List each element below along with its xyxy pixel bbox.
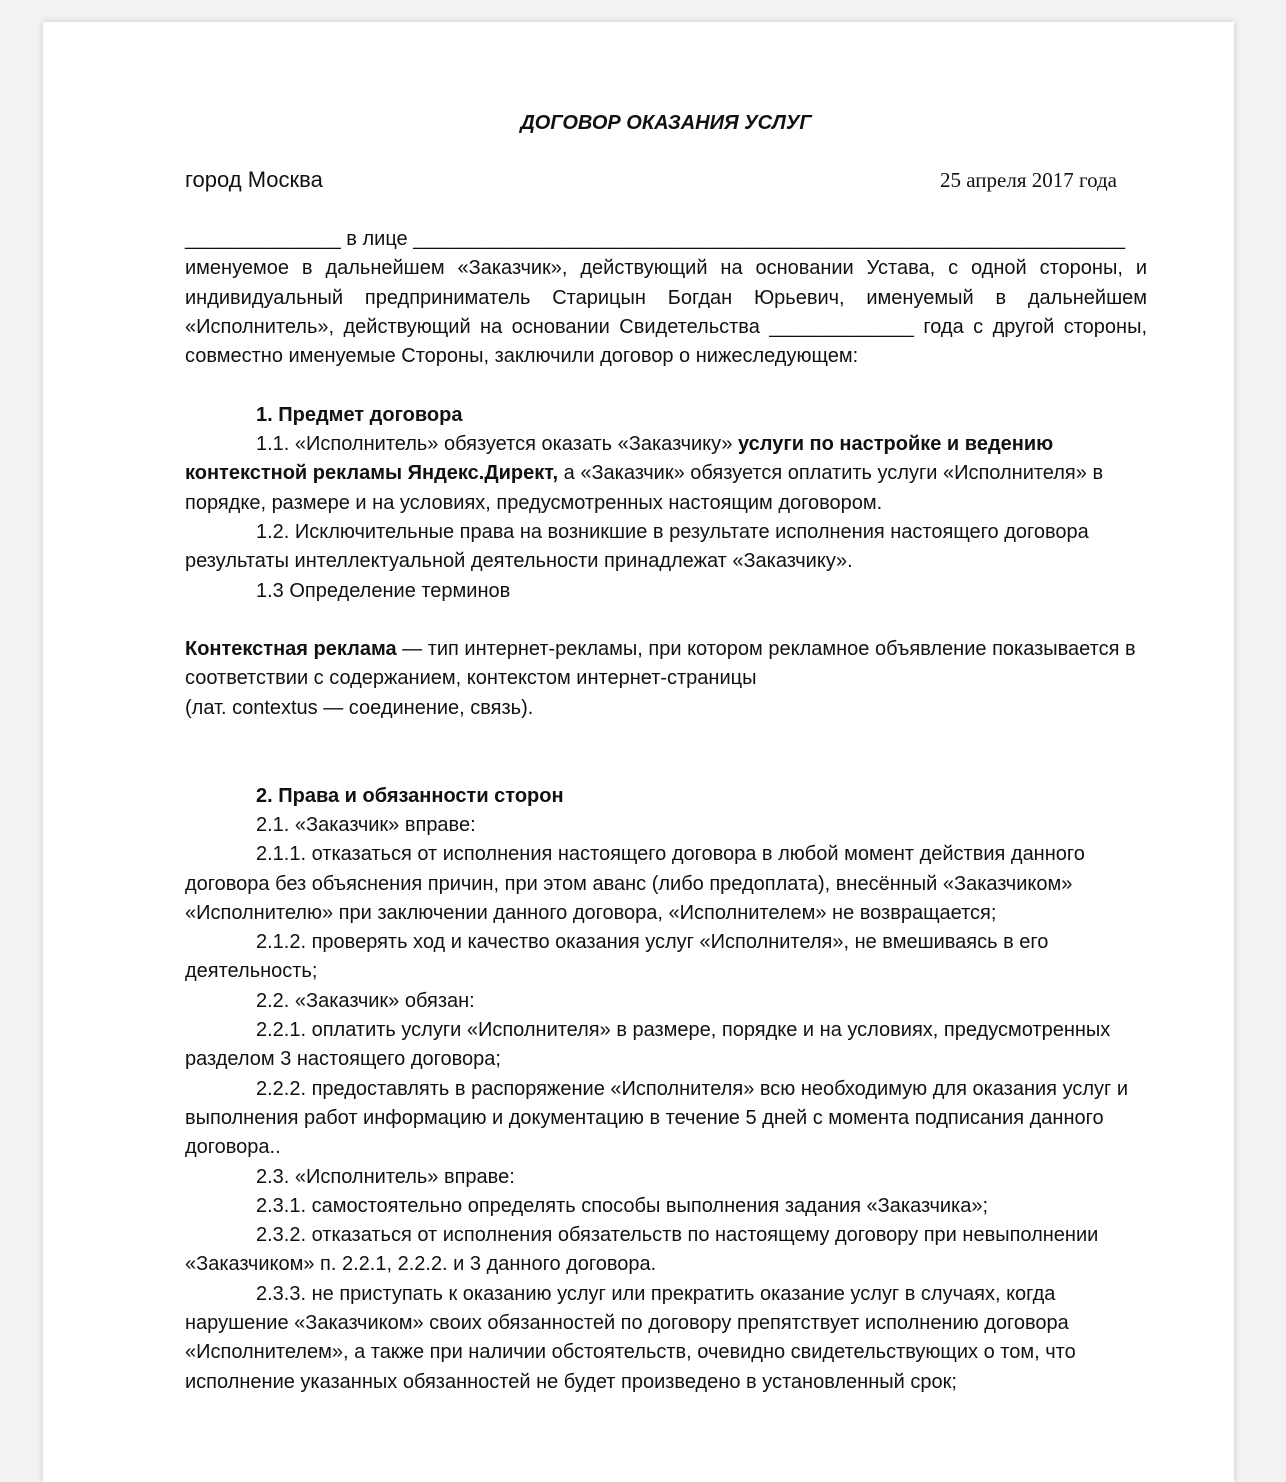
parties-paragraph: [185, 254, 1147, 371]
parties-in-person: в лице: [340, 228, 414, 250]
clause-2-3-2: 2.3.2. отказаться от исполнения обязательств по настоящему договору при невыполнении «Заказчиком» п. 2.2.1, 2.2.2. и 3 данного договора.: [185, 1224, 1099, 1276]
blank-field: ________________________________________________________________: [413, 228, 1126, 250]
definition-paragraph: [185, 635, 1147, 723]
spacer: [185, 371, 1147, 400]
document-body: [185, 225, 1147, 1397]
clause-2-1-1: 2.1.1. отказаться от исполнения настоящего договора в любой момент действия данного договора без объяснения причин, при этом аванс (либо предоплата), внесённый «Заказчиком» «Исполнителю» при заключении данного договора, «Исполнителем» не возвращается;: [185, 843, 1085, 924]
document-page: [43, 22, 1234, 1482]
clause-2-2-1: 2.2.1. оплатить услуги «Исполнителя» в размере, порядке и на условиях, предусмотренных разделом 3 настоящего договора;: [185, 1019, 1111, 1071]
blank-certificate: _____________: [769, 315, 914, 338]
clause-2-3-1: 2.3.1. самостоятельно определять способы выполнения задания «Заказчика»;: [256, 1194, 989, 1217]
spacer: [185, 606, 1147, 635]
spacer: [185, 723, 1147, 782]
section-1-heading: 1. Предмет договора: [256, 403, 463, 426]
document-title: ДОГОВОР ОКАЗАНИЯ УСЛУГ: [520, 112, 812, 134]
definition-text: — тип интернет-рекламы, при котором рекламное объявление показывается в соответствии с содержанием, контекстом интернет-страницы: [185, 638, 1136, 690]
clause-2-1: 2.1. «Заказчик» вправе:: [256, 813, 476, 836]
definition-term: Контекстная реклама: [185, 638, 397, 661]
clause-2-3: 2.3. «Исполнитель» вправе:: [256, 1165, 515, 1188]
clause-2-2-2: 2.2.2. предоставлять в распоряжение «Исполнителя» всю необходимую для оказания услуг и выполнения работ информацию и документацию в течение 5 дней с момента подписания данного договора..: [185, 1077, 1129, 1159]
contract-date: 25 апреля 2017 года: [940, 168, 1117, 192]
clause-1-2: 1.2. Исключительные права на возникшие в результате исполнения настоящего договора результаты интеллектуальной деятельности принадлежат «Заказчику».: [185, 520, 1089, 573]
clause-1-1: 1.1. «Исполнитель» обязуется оказать «Заказчику» услуги по настройке и ведению контекстной рекламы Яндекс.Директ, а «Заказчик» обязуется оплатить услуги «Исполнителя» в порядке, размере и на условиях, предусмотренных настоящим договором.: [185, 433, 1104, 514]
clause-2-3-3: 2.3.3. не приступать к оказанию услуг или прекратить оказание услуг в случаях, когда нарушение «Заказчиком» своих обязанностей по договору препятствует исполнению договора «Исполнителем», а также при наличии обстоятельств, очевидно свидетельствующих о том, что исполнение указанных обязанностей не будет произведено в установленный срок;: [185, 1282, 1076, 1393]
section-2-heading: 2. Права и обязанности сторон: [256, 784, 564, 807]
clause-2-2: 2.2. «Заказчик» обязан:: [256, 989, 475, 1012]
parties-text: именуемое в дальнейшем «Заказчик», действующий на основании Устава, с одной стороны, и индивидуальный предприниматель Старицын Богдан Юрьевич, именуемый в дальнейшем «Исполнитель», действующий на основании Свидетельства: [185, 257, 1147, 338]
definition-latin: (лат. contextus — соединение, связь).: [185, 696, 534, 719]
clause-1-3: 1.3 Определение терминов: [256, 579, 511, 602]
blank-field: ______________: [185, 228, 341, 250]
parties-line: [185, 225, 1147, 254]
clause-2-1-2: 2.1.2. проверять ход и качество оказания услуг «Исполнителя», не вмешиваясь в его деятельность;: [185, 931, 1049, 983]
city-date-row: [185, 164, 1117, 196]
city: город Москва: [185, 167, 323, 192]
parties-text-end: года с другой стороны, совместно именуемые Стороны, заключили договор о нижеследующем:: [185, 315, 1148, 368]
